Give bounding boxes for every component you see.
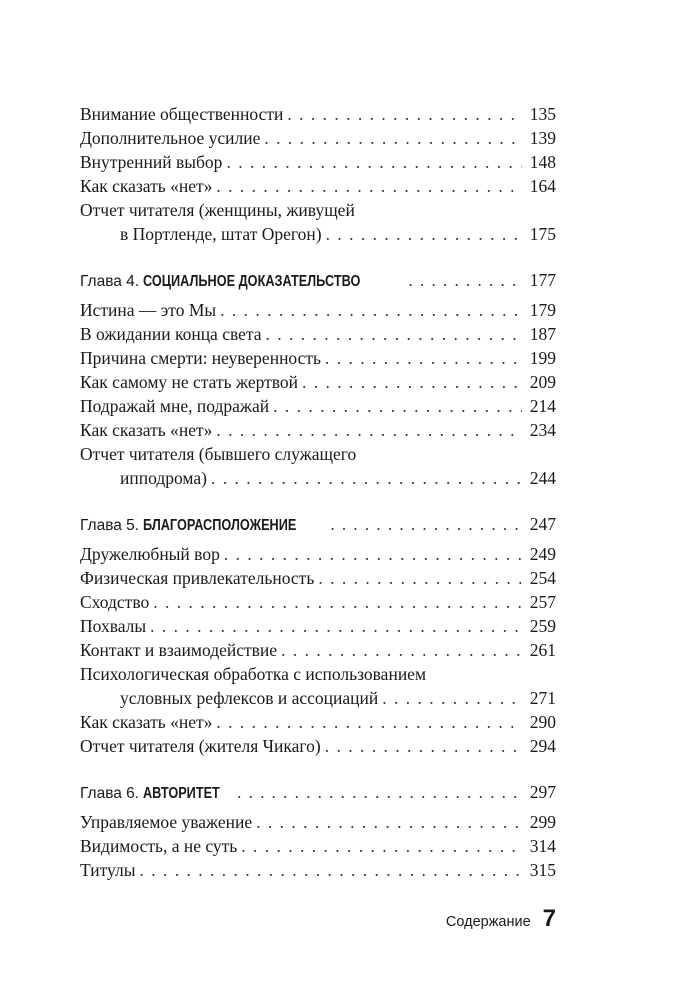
toc-entry-page: 234 <box>529 420 556 440</box>
toc-entry-title: Управляемое уважение <box>80 812 253 832</box>
toc-entry-page: 299 <box>529 812 556 832</box>
toc-entry[interactable] <box>80 394 556 418</box>
dot-leader <box>224 542 522 566</box>
toc-entry-page: 139 <box>529 128 556 148</box>
toc-entry-page: 148 <box>529 152 556 172</box>
chapter-heading-5[interactable] <box>80 512 556 536</box>
dot-leader <box>326 222 522 246</box>
toc-entry-page: 164 <box>529 176 556 196</box>
toc-entry-title: Истина — это Мы <box>80 300 217 320</box>
dot-leader <box>281 638 522 662</box>
dot-leader <box>140 858 522 882</box>
toc-entry[interactable] <box>80 614 556 638</box>
dot-leader <box>153 590 522 614</box>
toc-entry-title: Отчет читателя (жителя Чикаго) <box>80 736 321 756</box>
toc-entry-title: Видимость, а не суть <box>80 836 238 856</box>
toc-entry-title-line1: Отчет читателя (бывшего служащего <box>80 444 357 464</box>
toc-entry-multiline[interactable] <box>80 662 556 710</box>
dot-leader <box>287 102 522 126</box>
toc-entry-page: 179 <box>529 300 556 320</box>
dot-leader <box>325 346 522 370</box>
toc-entry-title: Как самому не стать жертвой <box>80 372 299 392</box>
toc-entry-page: 259 <box>529 616 556 636</box>
toc-entry-line2 <box>80 222 556 246</box>
dot-leader <box>266 322 522 346</box>
chapter-page: 247 <box>529 514 556 534</box>
toc-entry-page: 254 <box>529 568 556 588</box>
toc-entry-title: Дополнительное усилие <box>80 128 261 148</box>
dot-leader <box>216 710 522 734</box>
toc-entry-page: 175 <box>529 224 556 244</box>
toc-entry[interactable] <box>80 590 556 614</box>
dot-leader <box>216 174 522 198</box>
toc-entry-page: 261 <box>529 640 556 660</box>
chapter-page: 297 <box>529 782 556 802</box>
toc-entry[interactable] <box>80 126 556 150</box>
toc-entry[interactable] <box>80 102 556 126</box>
page-footer <box>420 905 556 933</box>
dot-leader <box>211 466 522 490</box>
toc-entry[interactable] <box>80 174 556 198</box>
chapter-page: 177 <box>529 270 556 290</box>
toc-entry-title-line1: Отчет читателя (женщины, живущей <box>80 200 355 220</box>
dot-leader <box>220 298 522 322</box>
toc-entry-title: Титулы <box>80 860 136 880</box>
toc-entry-page: 314 <box>529 836 556 856</box>
toc-entry-title: Подражай мне, подражай <box>80 396 270 416</box>
dot-leader <box>256 810 522 834</box>
page-number: 7 <box>542 905 556 932</box>
toc-entry-page: 271 <box>529 688 556 708</box>
toc-entry-title: Сходство <box>80 592 150 612</box>
toc-entry-title: Как сказать «нет» <box>80 176 213 196</box>
chapter-name: АВТОРИТЕТ <box>143 785 221 802</box>
chapter-heading-4[interactable] <box>80 268 556 292</box>
dot-leader <box>325 734 522 758</box>
toc-entry-title-line2: в Портленде, штат Орегон) <box>120 224 322 244</box>
toc-entry-page: 315 <box>529 860 556 880</box>
spacer <box>80 490 556 512</box>
dot-leader <box>409 269 522 293</box>
spacer <box>80 758 556 780</box>
toc-entry-title: Как сказать «нет» <box>80 712 213 732</box>
toc-entry-title: В ожидании конца света <box>80 324 262 344</box>
chapter-title <box>80 270 409 294</box>
toc-entry[interactable] <box>80 370 556 394</box>
toc-entry-page: 294 <box>529 736 556 756</box>
toc-entry-title-line2: ипподрома) <box>120 468 207 488</box>
toc-entry[interactable] <box>80 298 556 322</box>
toc-entry-line2 <box>80 686 556 710</box>
toc-entry-page: 187 <box>529 324 556 344</box>
chapter-label: Глава 4. <box>80 273 140 290</box>
toc-entry-title: Внимание общественности <box>80 104 284 124</box>
dot-leader <box>330 513 522 537</box>
toc-entry-title: Причина смерти: неуверенность <box>80 348 322 368</box>
chapter-name: БЛАГОРАСПОЛОЖЕНИЕ <box>143 517 297 534</box>
toc-entry[interactable] <box>80 542 556 566</box>
toc-entry-title-line1: Психологическая обработка с использованием <box>80 664 427 684</box>
running-section-title: Содержание <box>445 914 531 930</box>
toc-entry-page: 199 <box>529 348 556 368</box>
toc-entry[interactable] <box>80 418 556 442</box>
toc-entry-title: Контакт и взаимодействие <box>80 640 278 660</box>
dot-leader <box>302 370 522 394</box>
toc-entry-title: Похвалы <box>80 616 147 636</box>
toc-entry[interactable] <box>80 566 556 590</box>
toc-entry-page: 135 <box>529 104 556 124</box>
chapter-label: Глава 6. <box>80 785 140 802</box>
toc-entry[interactable] <box>80 810 556 834</box>
dot-leader <box>382 686 522 710</box>
dot-leader <box>226 150 522 174</box>
toc-entry[interactable] <box>80 150 556 174</box>
toc-entry-page: 209 <box>529 372 556 392</box>
toc-entry-title: Как сказать «нет» <box>80 420 213 440</box>
toc-entry-title: Физическая привлекательность <box>80 568 315 588</box>
toc-entry-multiline[interactable] <box>80 442 556 490</box>
toc-entry[interactable] <box>80 834 556 858</box>
dot-leader <box>150 614 522 638</box>
toc-entry[interactable] <box>80 858 556 882</box>
toc-entry-title: Внутренний выбор <box>80 152 223 172</box>
chapter-heading-6[interactable] <box>80 780 556 804</box>
table-of-contents <box>80 102 556 882</box>
toc-entry[interactable] <box>80 734 556 758</box>
toc-entry-page: 214 <box>529 396 556 416</box>
chapter-title <box>80 782 237 806</box>
toc-entry-page: 244 <box>529 468 556 488</box>
dot-leader <box>318 566 522 590</box>
toc-entry-page: 290 <box>529 712 556 732</box>
chapter-label: Глава 5. <box>80 517 140 534</box>
toc-entry-title: Дружелюбный вор <box>80 544 220 564</box>
spacer <box>80 246 556 268</box>
toc-entry-title-line2: условных рефлексов и ассоциаций <box>120 688 379 708</box>
toc-entry-page: 257 <box>529 592 556 612</box>
chapter-name: СОЦИАЛЬНОЕ ДОКАЗАТЕЛЬСТВО <box>143 273 361 290</box>
chapter-title <box>80 514 330 538</box>
dot-leader <box>264 126 522 150</box>
dot-leader <box>237 781 522 805</box>
toc-entry[interactable] <box>80 638 556 662</box>
toc-entry-multiline[interactable] <box>80 198 556 246</box>
dot-leader <box>216 418 522 442</box>
dot-leader <box>273 394 522 418</box>
toc-entry[interactable] <box>80 322 556 346</box>
toc-entry[interactable] <box>80 346 556 370</box>
toc-entry-line2 <box>80 466 556 490</box>
toc-entry[interactable] <box>80 710 556 734</box>
dot-leader <box>241 834 522 858</box>
toc-entry-page: 249 <box>529 544 556 564</box>
